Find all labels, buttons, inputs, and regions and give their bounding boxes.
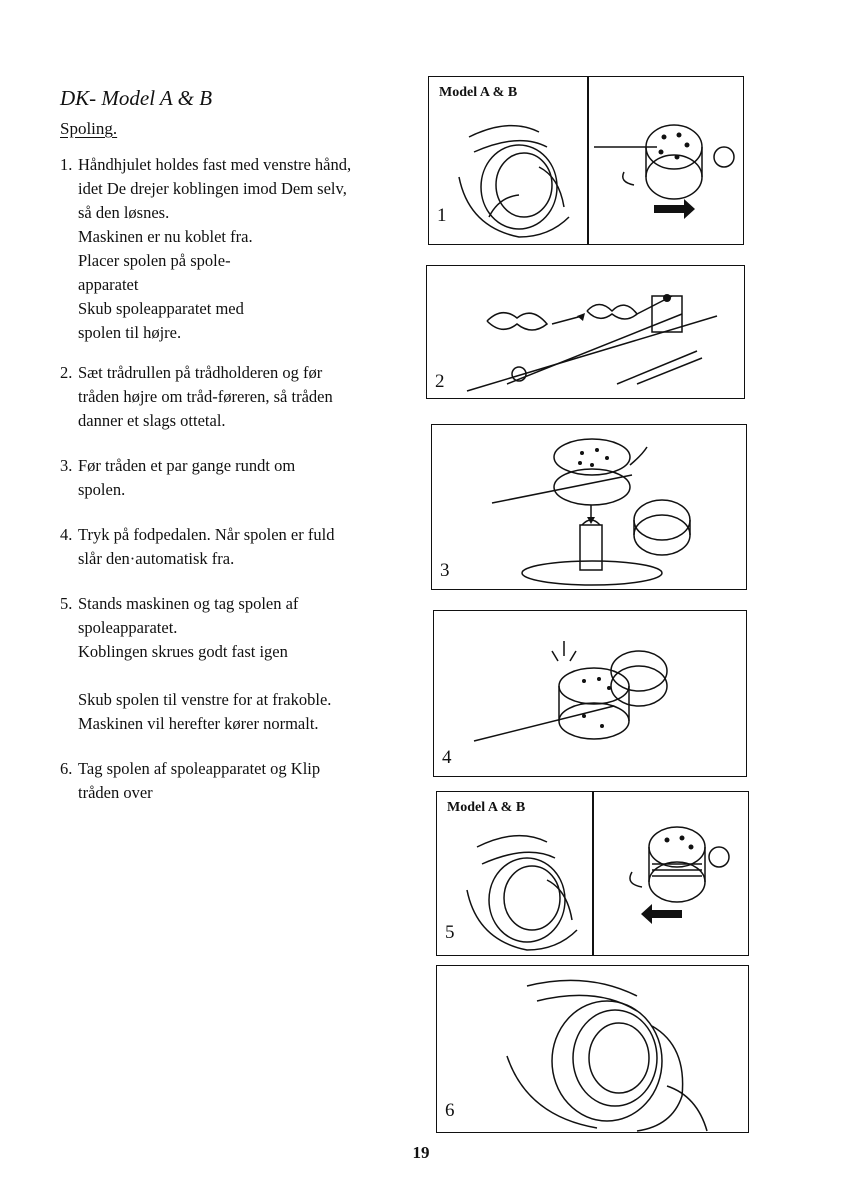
figure-3 xyxy=(431,424,747,590)
step-3 xyxy=(60,454,380,502)
step-1 xyxy=(60,153,380,345)
instruction-list xyxy=(60,153,380,805)
figure-6 xyxy=(436,965,749,1133)
figure-4 xyxy=(433,610,747,777)
illustration-thread-around-bobbin xyxy=(432,425,747,590)
step-number: 6. xyxy=(60,759,73,778)
step-text: Håndhjulet holdes fast med venstre hånd, idet De drejer koblingen imod Dem selv, så den løsnes. xyxy=(78,155,352,222)
step-text: Tag spolen af spoleapparatet og Klip tråden over xyxy=(78,759,321,802)
illustration-thread-figure-eight xyxy=(427,266,745,399)
step-text: Stands maskinen og tag spolen af spoleapparatet. xyxy=(78,594,299,637)
step-number: 1. xyxy=(60,155,73,174)
step-number: 4. xyxy=(60,525,73,544)
step-text: Skub spoleapparatet med spolen til højre. xyxy=(78,299,244,342)
page-title: DK- Model A & B xyxy=(60,86,213,110)
figure-2 xyxy=(426,265,745,399)
figure-label: Model A & B xyxy=(447,800,526,815)
figure-number: 2 xyxy=(435,371,445,392)
step-5 xyxy=(60,592,380,736)
step-number: 5. xyxy=(60,594,73,613)
figure-number: 1 xyxy=(437,205,447,226)
figure-divider xyxy=(592,792,594,955)
figure-number: 4 xyxy=(442,747,452,768)
figure-number: 6 xyxy=(445,1100,455,1121)
page-number: 19 xyxy=(412,1143,430,1162)
step-text: Maskinen er nu koblet fra. xyxy=(78,227,253,246)
step-spacer xyxy=(78,664,380,688)
figure-number: 5 xyxy=(445,922,455,943)
illustration-handwheel-tighten xyxy=(437,966,749,1133)
step-text: Skub spolen til venstre for at frakoble. Maskinen vil herefter kører normalt. xyxy=(78,690,332,733)
step-6 xyxy=(60,757,380,805)
step-4 xyxy=(60,523,380,571)
section-subtitle: Spoling. xyxy=(60,119,118,138)
step-number: 2. xyxy=(60,363,73,382)
figure-label: Model A & B xyxy=(439,85,518,100)
figure-divider xyxy=(587,77,589,244)
step-text: Tryk på fodpedalen. Når spolen er fuld slår den·automatisk fra. xyxy=(78,525,335,568)
step-text: Sæt trådrullen på trådholderen og før tråden højre om tråd-føreren, så tråden danner et slags ottetal. xyxy=(78,363,333,430)
figure-number: 3 xyxy=(440,560,450,581)
step-text: Koblingen skrues godt fast igen xyxy=(78,642,288,661)
step-2 xyxy=(60,361,380,433)
illustration-bobbin-winding xyxy=(434,611,747,777)
figure-1 xyxy=(428,76,744,245)
figure-5 xyxy=(436,791,749,956)
step-number: 3. xyxy=(60,456,73,475)
step-text: Før tråden et par gange rundt om spolen. xyxy=(78,456,296,499)
step-text: Placer spolen på spole-apparatet xyxy=(78,251,231,294)
